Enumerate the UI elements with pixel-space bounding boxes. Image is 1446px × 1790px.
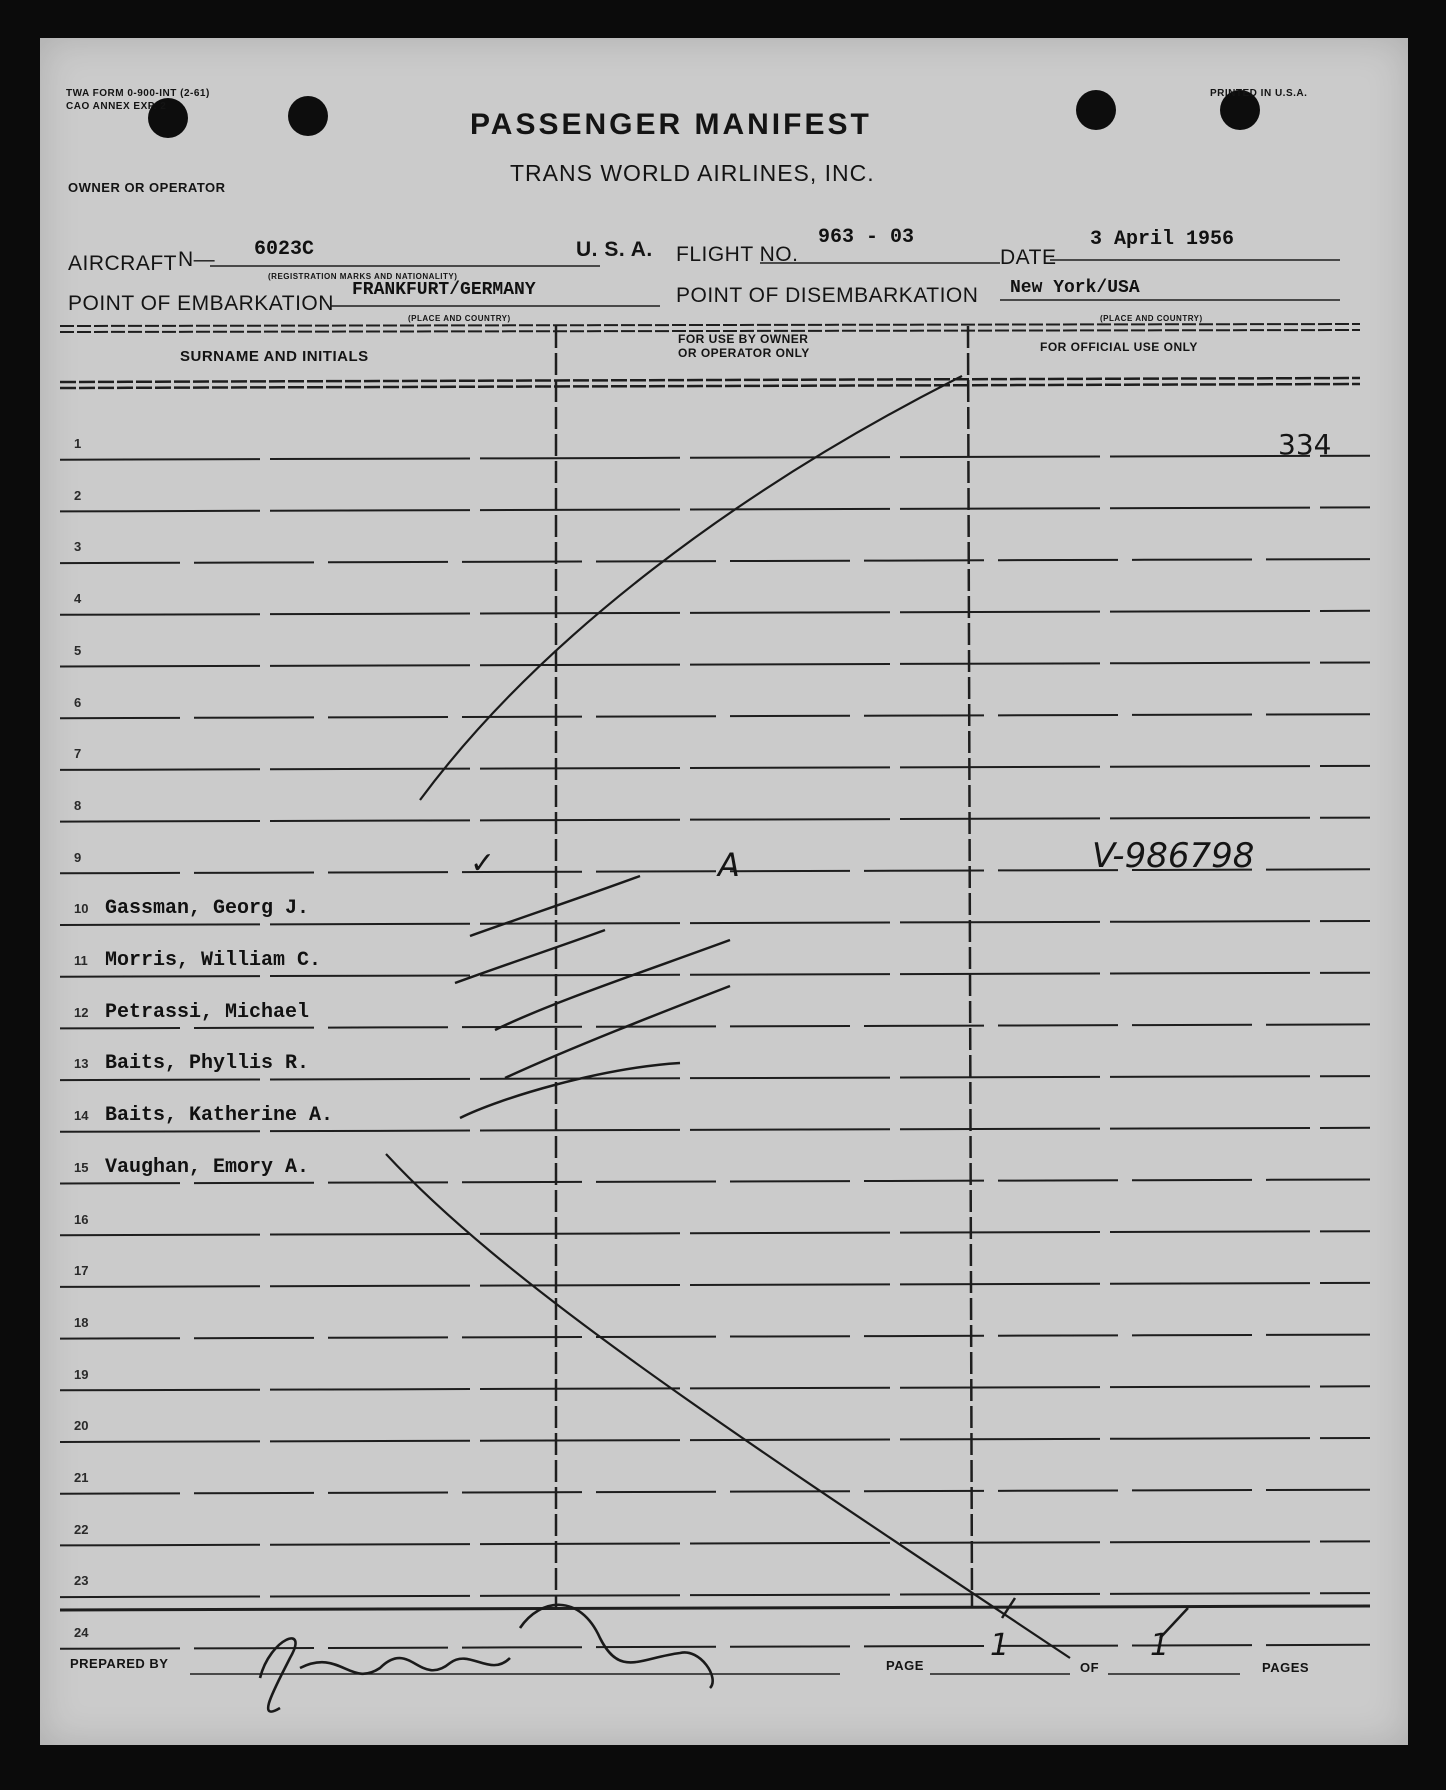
aircraft-label: AIRCRAFT bbox=[68, 252, 177, 275]
row-rule bbox=[60, 973, 1370, 977]
row-rule bbox=[60, 663, 1370, 667]
row-number: 5 bbox=[74, 642, 82, 658]
embarkation-value: FRANKFURT/GERMANY bbox=[352, 280, 536, 300]
row-rule bbox=[60, 714, 1370, 718]
row-number: 23 bbox=[74, 1573, 89, 1589]
row-number: 14 bbox=[74, 1108, 89, 1124]
passenger-name: Vaughan, Emory A. bbox=[105, 1155, 310, 1179]
row-rule bbox=[60, 1541, 1370, 1545]
column-header-owner-line1: FOR USE BY OWNER bbox=[678, 332, 809, 346]
row-number: 3 bbox=[74, 539, 82, 555]
passenger-name: Petrassi, Michael bbox=[105, 1000, 310, 1024]
page-label: PAGE bbox=[886, 1658, 924, 1673]
row-number: 2 bbox=[74, 487, 82, 503]
page-value: 1 bbox=[990, 1628, 1010, 1663]
date-label: DATE bbox=[1000, 246, 1057, 269]
row-rule bbox=[60, 766, 1370, 770]
row-number: 4 bbox=[74, 591, 82, 607]
manifest-grid bbox=[40, 38, 1408, 1745]
column-header-owner-line2: OR OPERATOR ONLY bbox=[678, 346, 810, 360]
row-number: 10 bbox=[74, 901, 89, 917]
row-number: 22 bbox=[74, 1521, 89, 1537]
row-number: 19 bbox=[74, 1366, 89, 1382]
page-total-handwritten: 334 bbox=[1278, 428, 1332, 461]
row-number: 15 bbox=[74, 1159, 89, 1175]
of-value: 1 bbox=[1150, 1628, 1170, 1663]
column-divider bbox=[968, 326, 972, 1608]
row-rule bbox=[60, 1438, 1370, 1442]
row-rule bbox=[60, 1283, 1370, 1287]
flight-no-value: 963 - 03 bbox=[818, 226, 915, 249]
passenger-name: Gassman, Georg J. bbox=[105, 897, 310, 921]
passenger-name: Baits, Katherine A. bbox=[105, 1104, 334, 1128]
row-number: 21 bbox=[74, 1470, 89, 1485]
row-rule bbox=[60, 456, 1370, 460]
row-number: 11 bbox=[74, 953, 88, 968]
aircraft-value: 6023C bbox=[254, 238, 315, 261]
row-number: 6 bbox=[74, 694, 82, 710]
row-rule bbox=[60, 1490, 1370, 1494]
printed-in-label: PRINTED IN U.S.A. bbox=[1210, 88, 1308, 99]
bottom-rule bbox=[60, 1606, 1370, 1610]
row-number: 20 bbox=[74, 1418, 89, 1434]
header-rule bbox=[60, 378, 1360, 382]
owner-operator-label: OWNER OR OPERATOR bbox=[68, 180, 226, 195]
row-number: 1 bbox=[74, 436, 82, 451]
row-rule bbox=[60, 1180, 1370, 1184]
embarkation-label: POINT OF EMBARKATION bbox=[68, 292, 334, 315]
row-number: 24 bbox=[74, 1625, 89, 1641]
row-rule bbox=[60, 1645, 1370, 1649]
airline-name: TRANS WORLD AIRLINES, INC. bbox=[510, 160, 875, 186]
row-number: 17 bbox=[74, 1263, 89, 1279]
row-rule bbox=[60, 1128, 1370, 1132]
document-title: PASSENGER MANIFEST bbox=[470, 108, 872, 141]
prepared-by-label: PREPARED BY bbox=[70, 1656, 169, 1671]
passenger-name: Morris, William C. bbox=[105, 949, 322, 972]
row-rule bbox=[60, 1386, 1370, 1390]
row-rule bbox=[60, 1076, 1370, 1080]
row-number: 12 bbox=[74, 1004, 89, 1020]
disembarkation-caption: (PLACE AND COUNTRY) bbox=[1100, 314, 1203, 323]
header-rule bbox=[60, 384, 1360, 388]
row-number: 7 bbox=[74, 746, 82, 762]
row-number: 13 bbox=[74, 1056, 89, 1072]
column-header-name: SURNAME AND INITIALS bbox=[180, 348, 369, 365]
row-number: 18 bbox=[74, 1314, 89, 1330]
embarkation-caption: (PLACE AND COUNTRY) bbox=[408, 314, 511, 323]
form-id-line2: CAO ANNEX EXP. 2 bbox=[66, 101, 167, 112]
row-rule bbox=[60, 818, 1370, 822]
owner-mark-row10: A bbox=[718, 846, 740, 884]
row-number: 9 bbox=[74, 849, 82, 865]
nationality-label: U. S. A. bbox=[576, 238, 653, 261]
row-rule bbox=[60, 1231, 1370, 1235]
row-rule bbox=[60, 1593, 1370, 1597]
row-rule bbox=[60, 921, 1370, 925]
disembarkation-label: POINT OF DISEMBARKATION bbox=[676, 284, 979, 307]
form-id-line1: TWA FORM 0-900-INT (2-61) bbox=[66, 88, 210, 99]
flight-no-label: FLIGHT NO. bbox=[676, 243, 799, 266]
row-rule bbox=[60, 507, 1370, 511]
of-label: OF bbox=[1080, 1660, 1100, 1675]
row-rule bbox=[60, 1024, 1370, 1028]
passenger-name: Baits, Phyllis R. bbox=[105, 1052, 310, 1076]
date-value: 3 April 1956 bbox=[1090, 228, 1235, 251]
pages-label: PAGES bbox=[1262, 1660, 1310, 1675]
row-rule bbox=[60, 559, 1370, 563]
aircraft-prefix: N— bbox=[178, 248, 216, 271]
manifest-sheet bbox=[40, 38, 1408, 1745]
header-rule bbox=[60, 324, 1360, 326]
header-rule bbox=[60, 330, 1360, 332]
row-number: 8 bbox=[74, 797, 82, 813]
row-rule bbox=[60, 1335, 1370, 1339]
column-header-official: FOR OFFICIAL USE ONLY bbox=[1040, 340, 1198, 354]
registration-caption: (REGISTRATION MARKS AND NATIONALITY) bbox=[268, 272, 458, 281]
check-mark-row10: ✓ bbox=[470, 846, 496, 881]
row-number: 16 bbox=[74, 1211, 89, 1227]
disembarkation-value: New York/USA bbox=[1010, 278, 1140, 298]
row-rule bbox=[60, 611, 1370, 615]
visa-number-row10: V-986798 bbox=[1092, 836, 1255, 876]
